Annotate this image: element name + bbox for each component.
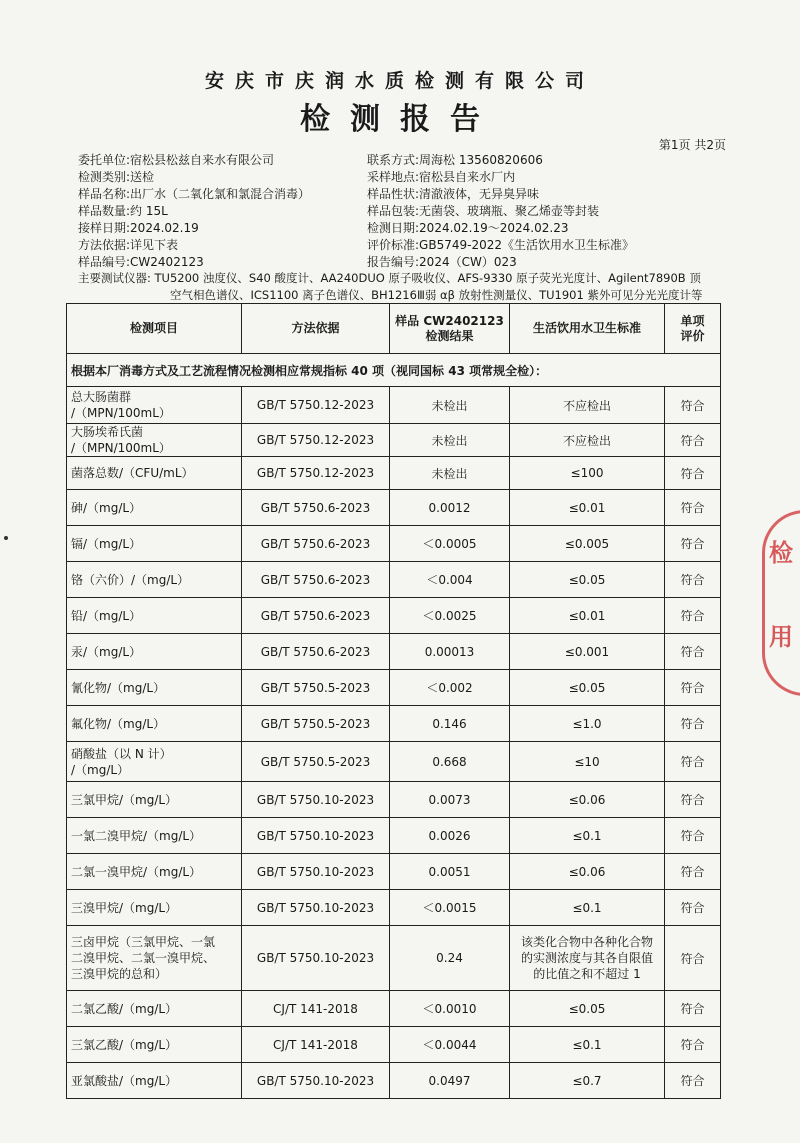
equipment-line-2: 空气相色谱仪、ICS1100 离子色谱仪、BH1216Ⅲ弱 αβ 放射性测量仪、TU1901 紫外可见分光光度计等 — [170, 288, 703, 302]
standard-cell: ≤100 — [510, 457, 665, 490]
method-cell: GB/T 5750.10-2023 — [242, 854, 390, 890]
info-test-type: 检测类别:送检 — [78, 170, 155, 184]
method-cell: GB/T 5750.5-2023 — [242, 670, 390, 706]
eval-cell: 符合 — [665, 1027, 721, 1063]
result-cell: 0.0073 — [390, 782, 510, 818]
table-note: 根据本厂消毒方式及工艺流程情况检测相应常规指标 40 项（视同国标 43 项常规全检）： — [67, 354, 721, 387]
eval-cell: 符合 — [665, 742, 721, 782]
eval-cell: 符合 — [665, 782, 721, 818]
eval-cell: 符合 — [665, 818, 721, 854]
info-eval-std: 评价标准:GB5749-2022《生活饮用水卫生标准》 — [367, 238, 634, 252]
method-cell: GB/T 5750.6-2023 — [242, 562, 390, 598]
eval-cell: 符合 — [665, 490, 721, 526]
company-name: 安庆市庆润水质检测有限公司 — [204, 70, 595, 92]
result-cell: 0.0026 — [390, 818, 510, 854]
result-cell: 未检出 — [390, 387, 510, 424]
method-cell: GB/T 5750.10-2023 — [242, 782, 390, 818]
info-receive-date: 接样日期:2024.02.19 — [78, 221, 199, 235]
result-cell: 0.0497 — [390, 1063, 510, 1099]
info-sample-props: 样品性状:清澈液体，无异臭异味 — [367, 187, 540, 201]
eval-cell: 符合 — [665, 424, 721, 457]
result-cell: 0.0051 — [390, 854, 510, 890]
table-row — [67, 782, 721, 818]
info-sample-pack: 样品包装:无菌袋、玻璃瓶、聚乙烯壶等封装 — [367, 204, 600, 218]
method-cell: CJ/T 141-2018 — [242, 1027, 390, 1063]
header-result-line2: 检测结果 — [425, 328, 474, 343]
result-cell: 未检出 — [390, 424, 510, 457]
method-cell: GB/T 5750.5-2023 — [242, 706, 390, 742]
method-cell: GB/T 5750.6-2023 — [242, 634, 390, 670]
table-row — [67, 424, 721, 457]
table-header-row — [67, 304, 721, 354]
result-cell: 0.0012 — [390, 490, 510, 526]
header-eval — [665, 304, 721, 354]
standard-cell: ≤0.005 — [510, 526, 665, 562]
eval-cell: 符合 — [665, 526, 721, 562]
item-cell: 三卤甲烷（三氯甲烷、一氯 二溴甲烷、二氯一溴甲烷、 三溴甲烷的总和） — [67, 926, 242, 991]
item-cell: 汞/（mg/L） — [67, 634, 242, 670]
result-cell: 未检出 — [390, 457, 510, 490]
item-cell: 三氯甲烷/（mg/L） — [67, 782, 242, 818]
result-cell: ＜0.0005 — [390, 526, 510, 562]
table-row — [67, 457, 721, 490]
stamp-text-top: 检 — [769, 539, 793, 567]
report-title: 检测报告 — [300, 102, 500, 137]
header-eval-line1: 单项 — [680, 313, 705, 328]
method-cell: GB/T 5750.10-2023 — [242, 890, 390, 926]
info-sample-name: 样品名称:出厂水（二氧化氯和氯混合消毒） — [78, 187, 311, 201]
item-cell: 铅/（mg/L） — [67, 598, 242, 634]
table-row — [67, 634, 721, 670]
result-cell: 0.668 — [390, 742, 510, 782]
table-row — [67, 598, 721, 634]
eval-cell: 符合 — [665, 634, 721, 670]
info-client: 委托单位:宿松县松兹自来水有限公司 — [78, 153, 275, 167]
info-method: 方法依据:详见下表 — [78, 238, 179, 252]
standard-cell: ≤0.7 — [510, 1063, 665, 1099]
info-sample-no: 样品编号:CW2402123 — [78, 255, 204, 269]
method-cell: GB/T 5750.6-2023 — [242, 598, 390, 634]
item-cell: 亚氯酸盐/（mg/L） — [67, 1063, 242, 1099]
item-cell: 二氯一溴甲烷/（mg/L） — [67, 854, 242, 890]
table-row — [67, 490, 721, 526]
equipment-line-1: 主要测试仪器: TU5200 浊度仪、S40 酸度计、AA240DUO 原子吸收仪、AFS-9330 原子荧光光度计、Agilent7890B 顶 — [78, 271, 701, 285]
eval-cell: 符合 — [665, 562, 721, 598]
header-method: 方法依据 — [242, 304, 390, 354]
item-cell: 一氯二溴甲烷/（mg/L） — [67, 818, 242, 854]
header-item: 检测项目 — [67, 304, 242, 354]
item-cell: 菌落总数/（CFU/mL） — [67, 457, 242, 490]
table-row — [67, 991, 721, 1027]
eval-cell: 符合 — [665, 854, 721, 890]
header-result-line1: 样品 CW2402123 — [395, 313, 504, 328]
standard-cell: ≤0.06 — [510, 854, 665, 890]
table-row — [67, 818, 721, 854]
standard-cell: ≤1.0 — [510, 706, 665, 742]
info-report-no: 报告编号:2024（CW）023 — [367, 255, 517, 269]
result-cell: ＜0.0015 — [390, 890, 510, 926]
item-cell: 总大肠菌群 /（MPN/100mL） — [67, 387, 242, 424]
table-note-row — [67, 354, 721, 387]
item-cell: 大肠埃希氏菌 /（MPN/100mL） — [67, 424, 242, 457]
result-cell: 0.146 — [390, 706, 510, 742]
info-sampling-site: 采样地点:宿松县自来水厂内 — [367, 170, 516, 184]
method-cell: CJ/T 141-2018 — [242, 991, 390, 1027]
standard-cell: ≤10 — [510, 742, 665, 782]
standard-cell: ≤0.01 — [510, 598, 665, 634]
item-cell: 三溴甲烷/（mg/L） — [67, 890, 242, 926]
result-cell: 0.24 — [390, 926, 510, 991]
result-cell: ＜0.0010 — [390, 991, 510, 1027]
standard-cell: ≤0.06 — [510, 782, 665, 818]
eval-cell: 符合 — [665, 670, 721, 706]
header-eval-line2: 评价 — [680, 328, 705, 343]
table-row — [67, 1063, 721, 1099]
item-cell: 氰化物/（mg/L） — [67, 670, 242, 706]
stamp-text-bottom: 用 — [769, 623, 793, 651]
table-row — [67, 526, 721, 562]
table-row — [67, 742, 721, 782]
eval-cell: 符合 — [665, 387, 721, 424]
method-cell: GB/T 5750.5-2023 — [242, 742, 390, 782]
method-cell: GB/T 5750.10-2023 — [242, 1063, 390, 1099]
official-stamp — [762, 510, 800, 696]
method-cell: GB/T 5750.10-2023 — [242, 818, 390, 854]
standard-cell: ≤0.1 — [510, 890, 665, 926]
page-number: 第1页 共2页 — [658, 138, 726, 152]
header-standard: 生活饮用水卫生标准 — [510, 304, 665, 354]
table-row — [67, 1027, 721, 1063]
standard-cell: 不应检出 — [510, 387, 665, 424]
standard-cell: ≤0.1 — [510, 1027, 665, 1063]
result-cell: ＜0.0044 — [390, 1027, 510, 1063]
results-table — [66, 303, 721, 1099]
standard-cell: ≤0.001 — [510, 634, 665, 670]
item-cell: 二氯乙酸/（mg/L） — [67, 991, 242, 1027]
result-cell: ＜0.0025 — [390, 598, 510, 634]
table-row — [67, 387, 721, 424]
method-cell: GB/T 5750.12-2023 — [242, 387, 390, 424]
eval-cell: 符合 — [665, 991, 721, 1027]
item-cell: 镉/（mg/L） — [67, 526, 242, 562]
standard-cell: ≤0.05 — [510, 991, 665, 1027]
info-contact: 联系方式:周海松 13560820606 — [367, 153, 543, 167]
method-cell: GB/T 5750.6-2023 — [242, 490, 390, 526]
table-row — [67, 890, 721, 926]
standard-cell: ≤0.05 — [510, 670, 665, 706]
eval-cell: 符合 — [665, 706, 721, 742]
method-cell: GB/T 5750.10-2023 — [242, 926, 390, 991]
table-row — [67, 706, 721, 742]
result-cell: 0.00013 — [390, 634, 510, 670]
item-cell: 氟化物/（mg/L） — [67, 706, 242, 742]
result-cell: ＜0.002 — [390, 670, 510, 706]
table-row — [67, 670, 721, 706]
method-cell: GB/T 5750.6-2023 — [242, 526, 390, 562]
binding-mark — [4, 536, 8, 540]
result-cell: ＜0.004 — [390, 562, 510, 598]
eval-cell: 符合 — [665, 926, 721, 991]
item-cell: 砷/（mg/L） — [67, 490, 242, 526]
item-cell: 硝酸盐（以 N 计） /（mg/L） — [67, 742, 242, 782]
standard-cell: ≤0.1 — [510, 818, 665, 854]
eval-cell: 符合 — [665, 457, 721, 490]
table-row — [67, 562, 721, 598]
item-cell: 铬（六价）/（mg/L） — [67, 562, 242, 598]
standard-cell: 该类化合物中各种化合物 的实测浓度与其各自限值 的比值之和不超过 1 — [510, 926, 665, 991]
eval-cell: 符合 — [665, 598, 721, 634]
method-cell: GB/T 5750.12-2023 — [242, 457, 390, 490]
eval-cell: 符合 — [665, 1063, 721, 1099]
standard-cell: ≤0.05 — [510, 562, 665, 598]
info-sample-qty: 样品数量:约 15L — [78, 204, 168, 218]
table-row — [67, 854, 721, 890]
header-result — [390, 304, 510, 354]
item-cell: 三氯乙酸/（mg/L） — [67, 1027, 242, 1063]
eval-cell: 符合 — [665, 890, 721, 926]
table-row — [67, 926, 721, 991]
method-cell: GB/T 5750.12-2023 — [242, 424, 390, 457]
info-test-date: 检测日期:2024.02.19～2024.02.23 — [367, 221, 569, 235]
standard-cell: 不应检出 — [510, 424, 665, 457]
standard-cell: ≤0.01 — [510, 490, 665, 526]
